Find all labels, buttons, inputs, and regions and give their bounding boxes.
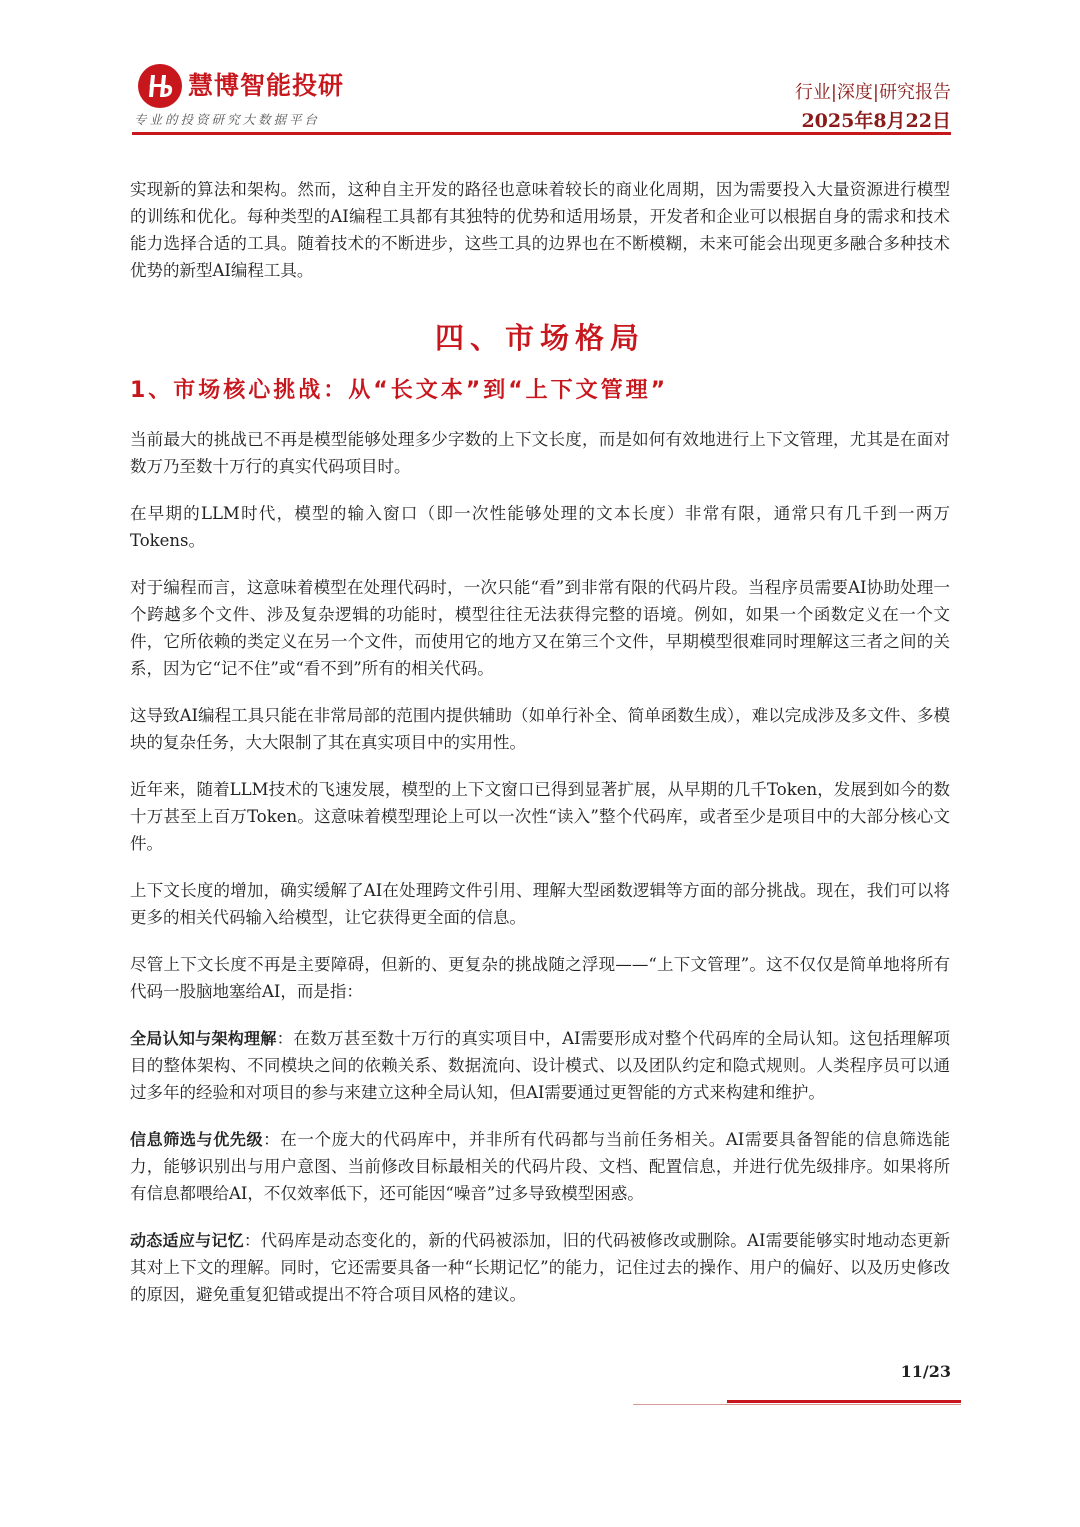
footer-divider-thick xyxy=(727,1400,961,1403)
point-label: 信息筛选与优先级 xyxy=(130,1130,264,1149)
body-paragraph: 近年来，随着LLM技术的飞速发展，模型的上下文窗口已得到显著扩展，从早期的几千Token，发展到如今的数十万甚至上百万Token。这意味着模型理论上可以一次性“读入”整个代码库，或者至少是项目中的大部分核心文件。 xyxy=(130,780,950,853)
point-label: 动态适应与记忆 xyxy=(130,1231,244,1250)
brand-logo-icon xyxy=(138,64,182,108)
brand-name: 慧博智能投研 xyxy=(188,71,345,100)
point-text: ：代码库是动态变化的，新的代码被添加，旧的代码被修改或删除。AI需要能够实时地动态更新其对上下文的理解。同时，它还需要具备一种“长期记忆”的能力，记住过去的操作、用户的偏好、以及历史修改的原因，避免重复犯错或提出不符合项目风格的建议。 xyxy=(130,1231,950,1304)
header-divider xyxy=(132,132,951,135)
body-paragraph: 当前最大的挑战已不再是模型能够处理多少字数的上下文长度，而是如何有效地进行上下文管理，尤其是在面对数万乃至数十万行的真实代码项目时。 xyxy=(130,430,950,476)
section-title: 四、市场格局 xyxy=(434,321,645,355)
subsection-title: 1、市场核心挑战：从“长文本”到“上下文管理” xyxy=(130,378,669,403)
intro-paragraph: 实现新的算法和架构。然而，这种自主开发的路径也意味着较长的商业化周期，因为需要投入大量资源进行模型的训练和优化。每种类型的AI编程工具都有其独特的优势和适用场景，开发者和企业可以根据自身的需求和技术能力选择合适的工具。随着技术的不断进步，这些工具的边界也在不断模糊，未来可能会出现更多融合多种技术优势的新型AI编程工具。 xyxy=(130,180,950,280)
brand-slogan: 专业的投资研究大数据平台 xyxy=(134,112,321,127)
point-label: 全局认知与架构理解 xyxy=(130,1029,277,1048)
footer-divider-thin xyxy=(633,1404,961,1405)
point-text: ：在一个庞大的代码库中，并非所有代码都与当前任务相关。AI需要具备智能的信息筛选能力，能够识别出与用户意图、当前修改目标最相关的代码片段、文档、配置信息，并进行优先级排序。如果将所有信息都喂给AI，不仅效率低下，还可能因“噪音”过多导致模型困惑。 xyxy=(130,1130,950,1203)
body-paragraph: 对于编程而言，这意味着模型在处理代码时，一次只能“看”到非常有限的代码片段。当程序员需要AI协助处理一个跨越多个文件、涉及复杂逻辑的功能时，模型往往无法获得完整的语境。例如，如果一个函数定义在一个文件，它所依赖的类定义在另一个文件，而使用它的地方又在第三个文件，早期模型很难同时理解这三者之间的关系，因为它“记不住”或“看不到”所有的相关代码。 xyxy=(130,578,950,678)
body-paragraph: 尽管上下文长度不再是主要障碍，但新的、更复杂的挑战随之浮现——“上下文管理”。这不仅仅是简单地将所有代码一股脑地塞给AI，而是指： xyxy=(130,955,950,1001)
report-date: 2025年8月22日 xyxy=(801,110,951,132)
report-type: 行业|深度|研究报告 xyxy=(794,82,951,103)
body-paragraph: 这导致AI编程工具只能在非常局部的范围内提供辅助（如单行补全、简单函数生成），难以完成涉及多文件、多模块的复杂任务，大大限制了其在真实项目中的实用性。 xyxy=(130,706,950,752)
body-paragraph: 在早期的LLM时代，模型的输入窗口（即一次性能够处理的文本长度）非常有限，通常只有几千到一两万Tokens。 xyxy=(130,504,950,550)
body-paragraph: 上下文长度的增加，确实缓解了AI在处理跨文件引用、理解大型函数逻辑等方面的部分挑战。现在，我们可以将更多的相关代码输入给模型，让它获得更全面的信息。 xyxy=(130,881,950,927)
brand-logo[interactable] xyxy=(132,62,372,134)
point-text: ：在数万甚至数十万行的真实项目中，AI需要形成对整个代码库的全局认知。这包括理解项目的整体架构、不同模块之间的依赖关系、数据流向、设计模式、以及团队约定和隐式规则。人类程序员可以通过多年的经验和对项目的参与来建立这种全局认知，但AI需要通过更智能的方式来构建和维护。 xyxy=(130,1029,950,1102)
point-paragraph-info-filtering xyxy=(130,1126,950,1207)
point-paragraph-global-awareness xyxy=(130,1025,950,1106)
point-paragraph-dynamic-memory xyxy=(130,1227,950,1308)
page-header xyxy=(132,62,951,134)
page-content xyxy=(130,176,950,1328)
page-number: 11/23 xyxy=(900,1362,951,1381)
